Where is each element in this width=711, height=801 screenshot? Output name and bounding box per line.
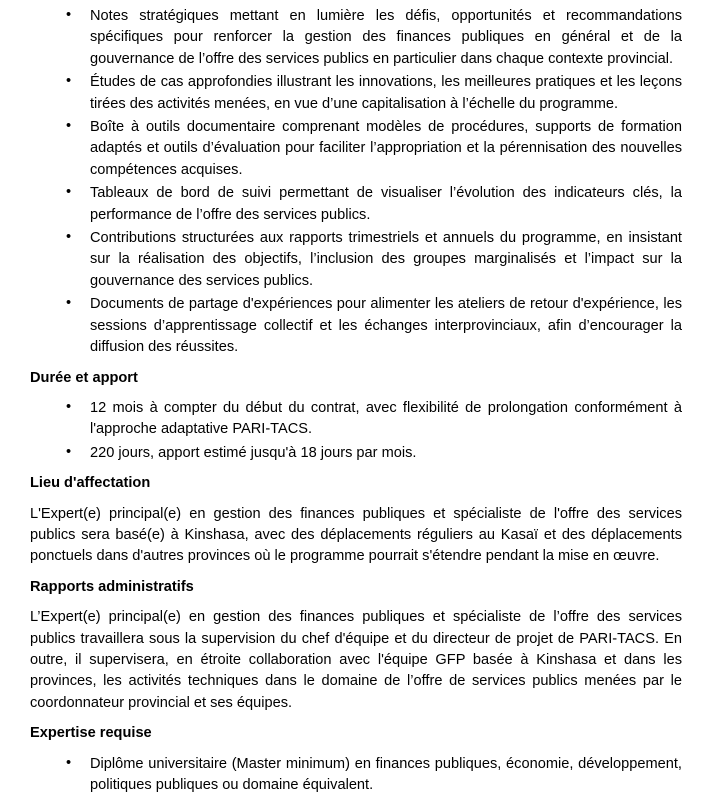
list-item-text: Tableaux de bord de suivi permettant de visualiser l’évolution des indicateurs clés, la performance de l’offre des services publics. — [90, 185, 682, 223]
bullet-icon: • — [66, 118, 72, 135]
bullet-icon: • — [66, 229, 72, 246]
list-item-text: 12 mois à compter du début du contrat, avec flexibilité de prolongation conformément à l'approche adaptative PARI-TACS. — [90, 399, 682, 438]
bullet-icon: • — [66, 754, 72, 771]
list-item-text: Boîte à outils documentaire comprenant modèles de procédures, supports de formation adaptés et outils d’évaluation pour faciliter l’appropriation et la pérennisation des nouvelles compétences acquises. — [90, 119, 682, 178]
list-item-text: 220 jours, apport estimé jusqu'à 18 jours par mois. — [90, 444, 417, 461]
deliverables-list — [30, 6, 682, 359]
bullet-icon: • — [66, 184, 72, 201]
list-item — [30, 117, 682, 181]
bullet-icon: • — [66, 295, 72, 312]
list-item-text: Contributions structurées aux rapports trimestriels et annuels du programme, en insistant sur la réalisation des objectifs, l’inclusion des groupes marginalisés et l’impact sur la gouvernance des services publics. — [90, 230, 682, 289]
list-item-text: Notes stratégiques mettant en lumière les défis, opportunités et recommandations spécifiques pour renforcer la gestion des finances publiques en général et de la gouvernance de l’offre des services publics en particulier dans chaque contexte provincial. — [90, 8, 682, 67]
list-item-text: Études de cas approfondies illustrant les innovations, les meilleures pratiques et les leçons tirées des activités menées, en vue d’une capitalisation à l’échelle du programme. — [90, 74, 682, 112]
bullet-icon: • — [66, 398, 72, 415]
paragraph-lieu-d-affectation: L'Expert(e) principal(e) en gestion des finances publiques et spécialiste de l'offre des services publics sera basé(e) à Kinshasa, avec des déplacements réguliers au Kasaï et des déplacements ponctuels dans d'autres provinces où le programme pourrait s'étendre pendant la mise en œuvre. — [30, 505, 682, 565]
bullet-icon: • — [66, 7, 72, 23]
section-heading-rapports-administratifs: Rapports administratifs — [30, 578, 194, 595]
list-item-text: Documents de partage d'expériences pour alimenter les ateliers de retour d'expérience, les sessions d’apprentissage collectif et les échanges interprovinciaux, afin d’encourager la diffusion des réussites. — [90, 296, 682, 356]
list-item — [30, 398, 682, 441]
list-item — [30, 183, 682, 226]
paragraph-rapports-administratifs: L’Expert(e) principal(e) en gestion des finances publiques et spécialiste de l’offre des services publics travaillera sous la supervision du chef d'équipe et du directeur de projet de PARI-TACS. En outre, il supervisera, en étroite collaboration avec l'équipe GFP basée à Kinshasa et dans les provinces, les activités techniques dans le domaine de l’offre de services publics menées par le coordonnateur provincial et ses équipes. — [30, 609, 682, 711]
list-item — [30, 443, 682, 464]
list-item — [30, 294, 682, 358]
expertise-requise-list — [30, 754, 682, 797]
duree-et-apport-list — [30, 398, 682, 464]
list-item — [30, 72, 682, 115]
list-item — [30, 6, 682, 70]
list-item — [30, 228, 682, 292]
bullet-icon: • — [66, 443, 72, 460]
section-heading-duree-et-apport: Durée et apport — [30, 369, 138, 386]
section-heading-expertise-requise: Expertise requise — [30, 725, 152, 742]
section-heading-lieu-d-affectation: Lieu d'affectation — [30, 475, 151, 492]
list-item-text: Diplôme universitaire (Master minimum) en finances publiques, économie, développement, politiques publiques ou domaine équivalent. — [90, 755, 682, 793]
list-item — [30, 754, 682, 797]
bullet-icon: • — [66, 73, 72, 90]
